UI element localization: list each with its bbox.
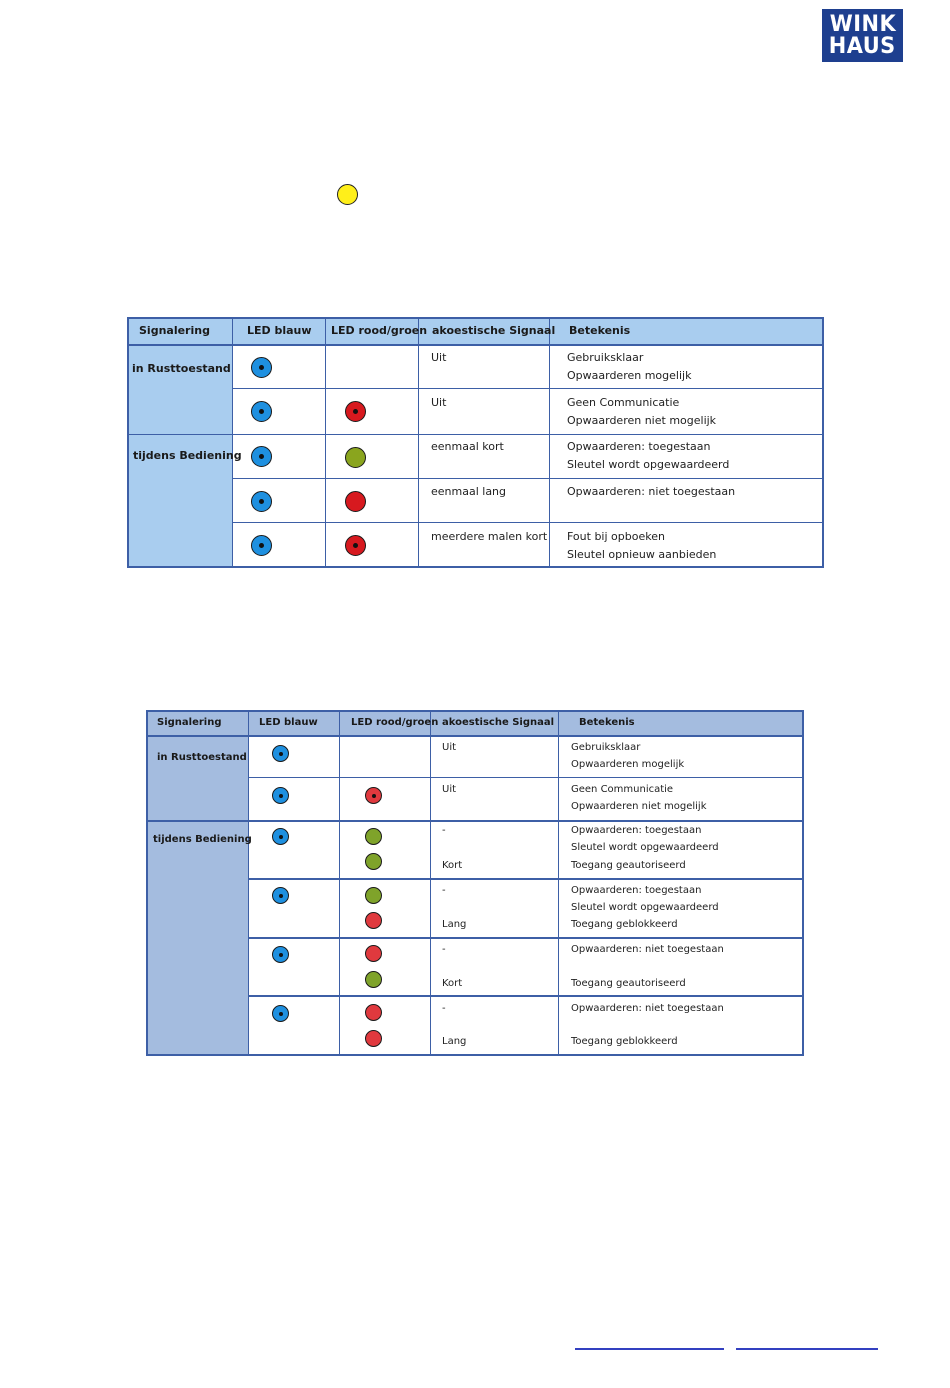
table2-row5-meaning-1: Opwaarderen: niet toegestaan: [571, 944, 724, 955]
led-red-icon: [345, 401, 366, 422]
table2-row6-meaning-2: Toegang geblokkeerd: [571, 1036, 678, 1047]
table2-header-signaal: akoestische Signaal: [442, 717, 555, 728]
led-blue-icon: [251, 357, 272, 378]
yellow-led-icon: [337, 184, 358, 205]
table1-row2-meaning-2: Opwaarderen niet mogelijk: [567, 414, 717, 427]
table2-row5-signal-2: Kort: [442, 978, 463, 989]
led-red-icon: [365, 787, 382, 804]
table1-row1-signal: Uit: [431, 351, 447, 364]
table2-row2-meaning-1: Geen Communicatie: [571, 784, 674, 795]
table2-row5-signal-1: -: [442, 944, 446, 955]
table2-row6-meaning-1: Opwaarderen: niet toegestaan: [571, 1003, 724, 1014]
led-blue-icon: [272, 787, 289, 804]
led-blue-icon: [272, 946, 289, 963]
led-red-icon: [365, 1004, 382, 1021]
table1-group-bediening: tijdens Bediening: [133, 449, 242, 462]
table2-header-led-rood-groen: LED rood/groen: [351, 717, 439, 728]
table2-group-rusttoestand: in Rusttoestand: [157, 752, 247, 763]
led-red-icon: [365, 912, 382, 929]
table2-header-signalering: Signalering: [157, 717, 222, 728]
table2-row1-signal: Uit: [442, 742, 457, 753]
table1-row2-meaning-1: Geen Communicatie: [567, 396, 680, 409]
table1-header-signaal: akoestische Signaal: [432, 324, 556, 337]
table2-row5-meaning-2: Toegang geautoriseerd: [571, 978, 686, 989]
table2-row2-meaning-2: Opwaarderen niet mogelijk: [571, 801, 707, 812]
table1-header-signalering: Signalering: [139, 324, 210, 337]
led-red-icon: [365, 945, 382, 962]
table1-group-rusttoestand: in Rusttoestand: [132, 362, 231, 375]
table2-row1-meaning-2: Opwaarderen mogelijk: [571, 759, 685, 770]
table2-header-betekenis: Betekenis: [579, 717, 635, 728]
table2-row4-meaning-1: Opwaarderen: toegestaan: [571, 885, 702, 896]
led-blue-icon: [272, 887, 289, 904]
led-red-icon: [345, 491, 366, 512]
table2-row3-signal-2: Kort: [442, 860, 463, 871]
table2-row3-signal-1: -: [442, 825, 446, 836]
table2-row2-signal: Uit: [442, 784, 457, 795]
footer-link-1[interactable]: [575, 1348, 724, 1350]
table1-row1-meaning-2: Opwaarderen mogelijk: [567, 369, 692, 382]
led-blue-icon: [251, 535, 272, 556]
led-blue-icon: [251, 446, 272, 467]
table2-group-column: [147, 735, 248, 1055]
led-blue-icon: [251, 491, 272, 512]
table2-header-led-blauw: LED blauw: [259, 717, 318, 728]
table1-header-betekenis: Betekenis: [569, 324, 631, 337]
table1-row3-meaning-2: Sleutel wordt opgewaardeerd: [567, 458, 730, 471]
table2-row6-signal-1: -: [442, 1003, 446, 1014]
logo-line-1: WINK: [829, 11, 896, 37]
led-blue-icon: [272, 745, 289, 762]
table1-row5-meaning-2: Sleutel opnieuw aanbieden: [567, 548, 717, 561]
table1-row3-meaning-1: Opwaarderen: toegestaan: [567, 440, 711, 453]
table2-row4-signal-1: -: [442, 885, 446, 896]
table2-group-bediening: tijdens Bediening: [153, 834, 252, 845]
led-red-icon: [365, 1030, 382, 1047]
led-blue-icon: [251, 401, 272, 422]
table2-row4-meaning-2: Sleutel wordt opgewaardeerd: [571, 902, 719, 913]
table1-row5-signal: meerdere malen kort: [431, 530, 548, 543]
led-green-icon: [365, 828, 382, 845]
table1-row1-meaning-1: Gebruiksklaar: [567, 351, 644, 364]
table1-row2-signal: Uit: [431, 396, 447, 409]
table1-row4-signal: eenmaal lang: [431, 485, 507, 498]
table1-row5-meaning-1: Fout bij opboeken: [567, 530, 665, 543]
led-blue-icon: [272, 828, 289, 845]
led-green-icon: [365, 853, 382, 870]
logo-line-2: HAUS: [829, 33, 896, 59]
table2-row4-meaning-3: Toegang geblokkeerd: [571, 919, 678, 930]
table2-row3-meaning-1: Opwaarderen: toegestaan: [571, 825, 702, 836]
table2-row6-signal-2: Lang: [442, 1036, 467, 1047]
table2-row3-meaning-3: Toegang geautoriseerd: [571, 860, 686, 871]
table1-header-led-blauw: LED blauw: [247, 324, 312, 337]
led-green-icon: [345, 447, 366, 468]
table2-row3-meaning-2: Sleutel wordt opgewaardeerd: [571, 842, 719, 853]
table1-row3-signal: eenmaal kort: [431, 440, 504, 453]
led-green-icon: [365, 887, 382, 904]
footer-link-2[interactable]: [736, 1348, 878, 1350]
table2-row4-signal-2: Lang: [442, 919, 467, 930]
table2-row1-meaning-1: Gebruiksklaar: [571, 742, 641, 753]
led-red-icon: [345, 535, 366, 556]
led-green-icon: [365, 971, 382, 988]
led-blue-icon: [272, 1005, 289, 1022]
table1-header-led-rood-groen: LED rood/groen: [331, 324, 428, 337]
table1-row4-meaning-1: Opwaarderen: niet toegestaan: [567, 485, 736, 498]
winkhaus-logo: [822, 9, 903, 62]
